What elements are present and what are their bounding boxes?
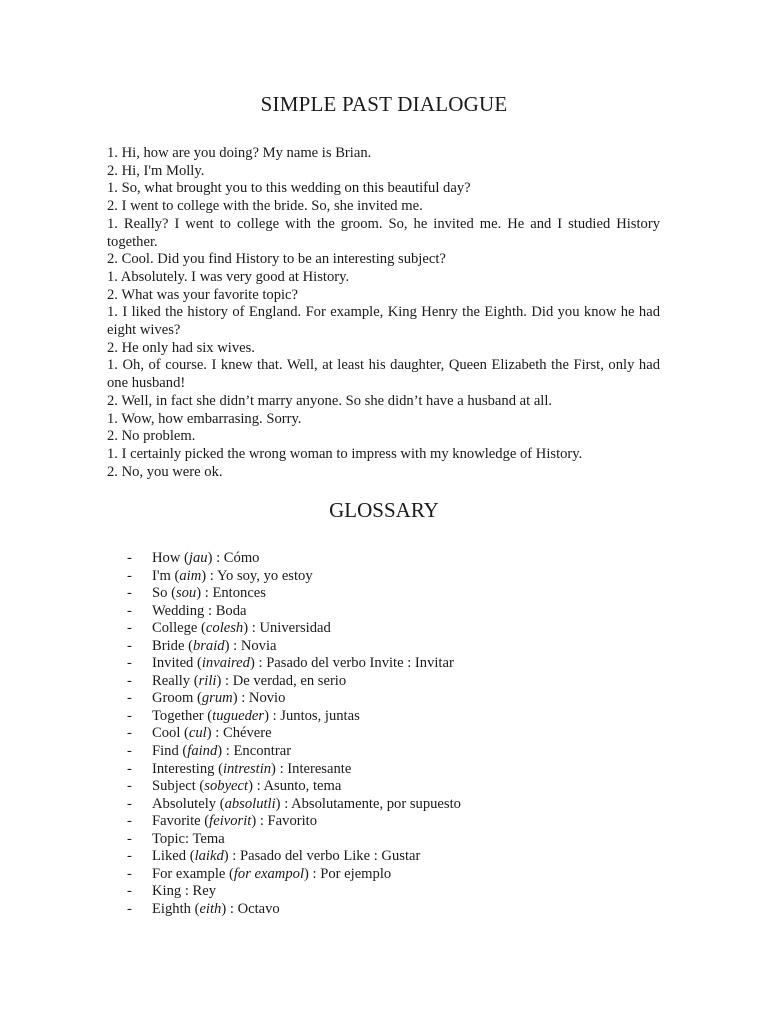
glossary-word: Liked: [152, 848, 187, 865]
glossary-entry: How (jau) : Cómo: [152, 550, 260, 566]
glossary-entry: King : Rey: [152, 883, 217, 900]
glossary-list: [127, 550, 647, 918]
glossary-bullet: -: [127, 602, 132, 619]
glossary-meaning: Octavo: [237, 900, 280, 917]
glossary-pronunciation: braid: [192, 637, 225, 654]
glossary-bullet: -: [127, 672, 132, 689]
glossary-word: Topic: [152, 830, 186, 847]
glossary-entry: College (colesh) : Universidad: [152, 620, 331, 637]
dialogue-list: [107, 145, 660, 481]
dialogue-line: 2. No problem.: [107, 428, 196, 445]
glossary-bullet: -: [127, 550, 132, 566]
glossary-item: [127, 883, 647, 901]
dialogue-line: 2. What was your favorite topic?: [107, 286, 299, 303]
glossary-word: Groom: [152, 690, 194, 707]
glossary-entry: Subject (sobyect) : Asunto, tema: [152, 778, 342, 795]
glossary-meaning: Encontrar: [233, 743, 292, 760]
glossary-entry: Wedding : Boda: [152, 602, 247, 619]
glossary-entry: Together (tugueder) : Juntos, juntas: [152, 707, 360, 724]
glossary-bullet: -: [127, 585, 132, 602]
glossary-meaning: Novia: [240, 637, 277, 654]
dialogue-line: 1. Hi, how are you doing? My name is Brian.: [107, 145, 372, 161]
glossary-meaning: Boda: [215, 602, 247, 619]
glossary-item: [127, 813, 647, 831]
glossary-bullet: -: [127, 848, 132, 865]
glossary-pronunciation: colesh: [205, 620, 244, 637]
glossary-entry: Cool (cul) : Chévere: [152, 725, 272, 742]
glossary-item: [127, 866, 647, 884]
glossary-word: For example: [152, 865, 226, 882]
glossary-item: [127, 603, 647, 621]
glossary-pronunciation: grum: [201, 690, 233, 707]
glossary-pronunciation: feivorit: [209, 813, 252, 830]
dialogue-line: 2. Well, in fact she didn’t marry anyone. So she didn’t have a husband at all.: [107, 392, 553, 409]
glossary-word: Eighth: [152, 900, 191, 917]
glossary-bullet: -: [127, 567, 132, 584]
glossary-item: [127, 585, 647, 603]
glossary-meaning: Favorito: [267, 813, 318, 830]
glossary-entry: Liked (laikd) : Pasado del verbo Like : Gustar: [152, 848, 421, 865]
glossary-word: How: [152, 550, 181, 566]
glossary-meaning: Pasado del verbo Invite : Invitar: [266, 655, 454, 672]
glossary-entry: Interesting (intrestin) : Interesante: [152, 760, 352, 777]
glossary-word: Invited: [152, 655, 194, 672]
glossary-item: [127, 620, 647, 638]
glossary-entry: Invited (invaired) : Pasado del verbo Invite : Invitar: [152, 655, 454, 672]
glossary-bullet: -: [127, 725, 132, 742]
glossary-title: GLOSSARY: [329, 498, 439, 522]
glossary-entry: Really (rili) : De verdad, en serio: [152, 672, 347, 689]
glossary-meaning: Cómo: [223, 550, 260, 566]
glossary-item: [127, 743, 647, 761]
glossary-meaning: Interesante: [287, 760, 352, 777]
glossary-entry: For example (for exampol) : Por ejemplo: [152, 865, 392, 882]
glossary-pronunciation: sou: [175, 585, 197, 602]
glossary-meaning: Novio: [248, 690, 286, 707]
glossary-item: [127, 708, 647, 726]
glossary-pronunciation: aim: [179, 567, 202, 584]
glossary-item: [127, 778, 647, 796]
glossary-word: Find: [152, 743, 179, 760]
glossary-item: [127, 725, 647, 743]
glossary-meaning: Rey: [192, 883, 217, 900]
glossary-entry: Groom (grum) : Novio: [152, 690, 286, 707]
glossary-bullet: -: [127, 637, 132, 654]
dialogue-line: 1. So, what brought you to this wedding on this beautiful day?: [107, 180, 471, 197]
glossary-meaning: Asunto, tema: [263, 778, 342, 795]
glossary-meaning: Absolutamente, por supuesto: [291, 795, 461, 812]
glossary-meaning: Chévere: [222, 725, 272, 742]
glossary-word: I'm: [152, 567, 171, 584]
glossary-bullet: -: [127, 883, 132, 900]
dialogue-line: 1. Really? I went to college with the groom. So, he invited me. He and I studied History together.: [107, 215, 660, 250]
glossary-item: [127, 550, 647, 568]
glossary-meaning: Por ejemplo: [320, 865, 392, 882]
glossary-pronunciation: cul: [188, 725, 207, 742]
glossary-bullet: -: [127, 760, 132, 777]
glossary-pronunciation: faind: [187, 743, 218, 760]
glossary-meaning: De verdad, en serio: [232, 672, 347, 689]
dialogue-line: 1. Wow, how embarrasing. Sorry.: [107, 410, 302, 427]
glossary-bullet: -: [127, 865, 132, 882]
glossary-item: [127, 848, 647, 866]
glossary-item: [127, 761, 647, 779]
glossary-meaning: Universidad: [259, 620, 331, 637]
glossary-pronunciation: jau: [188, 550, 208, 566]
glossary-word: Subject: [152, 778, 196, 795]
glossary-word: Favorite: [152, 813, 201, 830]
dialogue-line: 1. Oh, of course. I knew that. Well, at least his daughter, Queen Elizabeth the First, only had one husband!: [107, 357, 660, 392]
glossary-entry: Topic: Tema: [152, 830, 225, 847]
glossary-pronunciation: absolutli: [224, 795, 276, 812]
glossary-bullet: -: [127, 655, 132, 672]
glossary-word: Bride: [152, 637, 185, 654]
glossary-bullet: -: [127, 620, 132, 637]
dialogue-line: 2. Cool. Did you find History to be an interesting subject?: [107, 251, 446, 268]
glossary-bullet: -: [127, 690, 132, 707]
glossary-pronunciation: tugueder: [212, 707, 265, 724]
glossary-meaning: Pasado del verbo Like : Gustar: [239, 848, 421, 865]
glossary-bullet: -: [127, 707, 132, 724]
glossary-pronunciation: invaired: [201, 655, 250, 672]
glossary-bullet: -: [127, 830, 132, 847]
glossary-item: [127, 568, 647, 586]
glossary-entry: Bride (braid) : Novia: [152, 637, 277, 654]
glossary-entry: I'm (aim) : Yo soy, yo estoy: [152, 567, 313, 584]
page-title: SIMPLE PAST DIALOGUE: [260, 92, 508, 116]
glossary-word: So: [152, 585, 168, 602]
glossary-bullet: -: [127, 795, 132, 812]
glossary-pronunciation: intrestin: [222, 760, 272, 777]
glossary-meaning: Tema: [192, 830, 225, 847]
glossary-meaning: Juntos, juntas: [280, 707, 360, 724]
glossary-word: King: [152, 883, 182, 900]
dialogue-line: 2. No, you were ok.: [107, 463, 223, 480]
glossary-pronunciation: rili: [198, 672, 217, 689]
dialogue-line: 2. I went to college with the bride. So, she invited me.: [107, 198, 423, 215]
glossary-pronunciation: laikd: [194, 848, 224, 865]
glossary-entry: Favorite (feivorit) : Favorito: [152, 813, 318, 830]
glossary-word: Together: [152, 707, 204, 724]
glossary-bullet: -: [127, 743, 132, 760]
glossary-item: [127, 690, 647, 708]
glossary-word: Cool: [152, 725, 181, 742]
glossary-entry: Eighth (eith) : Octavo: [152, 900, 280, 917]
glossary-meaning: Entonces: [212, 585, 266, 602]
glossary-word: College: [152, 620, 198, 637]
glossary-item: [127, 831, 647, 849]
dialogue-line: 2. He only had six wives.: [107, 339, 255, 356]
glossary-word: Really: [152, 672, 191, 689]
glossary-entry: Find (faind) : Encontrar: [152, 743, 292, 760]
glossary-item: [127, 655, 647, 673]
glossary-entry: So (sou) : Entonces: [152, 585, 266, 602]
glossary-item: [127, 796, 647, 814]
glossary-item: [127, 673, 647, 691]
dialogue-line: 1. Absolutely. I was very good at History.: [107, 268, 350, 285]
glossary-pronunciation: for exampol: [233, 865, 304, 882]
dialogue-line: 1. I liked the history of England. For example, King Henry the Eighth. Did you know he had eight wives?: [107, 304, 660, 339]
glossary-bullet: -: [127, 900, 132, 917]
dialogue-line: 1. I certainly picked the wrong woman to impress with my knowledge of History.: [107, 445, 583, 462]
glossary-bullet: -: [127, 813, 132, 830]
glossary-entry: Absolutely (absolutli) : Absolutamente, por supuesto: [152, 795, 461, 812]
glossary-word: Wedding: [152, 602, 205, 619]
glossary-word: Interesting: [152, 760, 215, 777]
glossary-item: [127, 901, 647, 919]
glossary-item: [127, 638, 647, 656]
glossary-word: Absolutely: [152, 795, 217, 812]
dialogue-line: 2. Hi, I'm Molly.: [107, 162, 205, 179]
glossary-meaning: Yo soy, yo estoy: [216, 567, 313, 584]
glossary-pronunciation: sobyect: [204, 778, 249, 795]
glossary-pronunciation: eith: [199, 900, 222, 917]
glossary-bullet: -: [127, 778, 132, 795]
